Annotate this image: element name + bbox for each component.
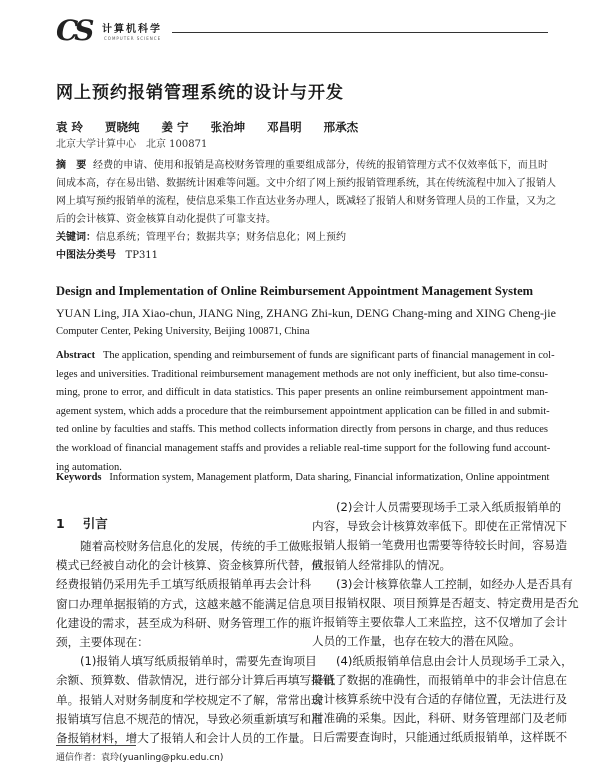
author: 贾晓纯: [105, 120, 140, 134]
author: 邢承杰: [323, 120, 359, 134]
abstract-en-line: ming, prone to error, and difficult in data statistics. This paper presents an online reimbursement appointment man-: [56, 387, 548, 399]
abstract-en-line: the workload of financial management staffs and provides a reliable real-time support for the following fund account-: [56, 442, 551, 454]
paragraph-line: 会计核算系统中没有合适的存储位置，无法进行及: [312, 692, 568, 707]
section-number: 1: [56, 516, 65, 531]
section-title: 引言: [82, 516, 108, 531]
footnote: 通信作者：袁玲(yuanling@pku.edu.cn): [56, 753, 224, 763]
paragraph-line: 模式已经被自动化的会计核算、资金核算所代替，但: [56, 558, 323, 573]
english-affiliation: Computer Center, Peking University, Beijing 100871, China: [56, 326, 310, 337]
paragraph-line: 化建设的需求，甚至成为科研、财务管理工作的瓶: [56, 615, 312, 630]
paragraph-line: (1)报销人填写纸质报销单时，需要先查询项目: [80, 654, 317, 669]
keywords-cn: [56, 229, 548, 247]
section-heading: [56, 514, 108, 532]
abstract-cn-text: 经费的申请、使用和报销是高校财务管理的重要组成部分，传统的报销管理方式不仅效率低下，而且时: [92, 160, 549, 171]
paragraph-line: 窗口办理单据报销的方式，这越来越不能满足信息: [56, 596, 312, 611]
right-column: [312, 498, 579, 767]
paragraph-line: (4)纸质报销单信息由会计人员现场手工录入，: [336, 653, 573, 668]
abstract-cn-line: 网上填写预约报销单的流程，使信息采集工作直达业务办理人，既减轻了报销人和财务管理人员的工作量，又为之: [56, 196, 556, 207]
paragraph-line: 许报销等主要依靠人工来监控，这不仅增加了会计: [312, 615, 568, 630]
journal-name-en: COMPUTER SCIENCE: [104, 36, 162, 41]
author: 袁 玲: [56, 120, 84, 134]
abstract-cn-line: [56, 157, 548, 175]
paragraph-line: 备报销材料，增大了报销人和会计人员的工作量。: [56, 731, 312, 746]
abstract-cn-line: 后的会计核算、资金核算自动化提供了可靠支持。: [56, 214, 276, 225]
paragraph-line: 降低了数据的准确性，而报销单中的非会计信息在: [312, 672, 568, 687]
abstract-en-line: ing automation.: [56, 461, 122, 473]
journal-logo: [56, 14, 168, 48]
abstract-en-line: [56, 347, 555, 366]
paragraph-line: 成报销人经常排队的情况。: [312, 557, 452, 572]
paragraph-line: 经费报销仍采用先手工填写纸质报销单再去会计科: [56, 577, 312, 592]
abstract-en-label: Abstract: [56, 350, 96, 361]
paragraph-line: 报销人报销一笔费用也需要等待较长时间，容易造: [312, 538, 568, 553]
paragraph-line: (3)会计核算依靠人工控制，如经办人是否具有: [336, 576, 573, 591]
paper-title: 网上预约报销管理系统的设计与开发: [56, 83, 344, 103]
author: 张治坤: [210, 120, 246, 134]
keywords-cn-label: 关键词：: [56, 232, 96, 243]
abstract-en-line: agement system, which adds a procedure that the reimbursement appointment application can be filled in and submit-: [56, 405, 550, 417]
paragraph-line: 项目报销权限、项目预算是否超支、特定费用是否允: [312, 596, 579, 611]
paragraph-line: 单。报销人对财务制度和学校规定不了解，常常出现: [56, 692, 323, 707]
paragraph-line: [312, 748, 548, 767]
header-rule: [172, 32, 548, 33]
paragraph-line: 颈，主要体现在：: [56, 635, 149, 650]
left-column: [56, 537, 335, 748]
paragraph-line: 内容，导致会计核算效率低下。即使在正常情况下: [312, 519, 568, 534]
clc-label: 中图法分类号: [56, 250, 116, 261]
journal-name-cn: 计算机科学: [102, 24, 162, 35]
clc-value: TP311: [125, 250, 159, 261]
author: 姜 宁: [161, 120, 189, 134]
paragraph-line: (2)会计人员需要现场手工录入纸质报销单的: [336, 500, 562, 514]
abstract-en-text: The application, spending and reimbursement of funds are significant parts of financial management in col-: [102, 350, 555, 361]
paragraph-line: 时准确的采集。因此，科研、财务管理部门及老师: [312, 711, 568, 726]
logo-initials: CS: [56, 14, 91, 47]
footnote-rule: [56, 745, 136, 746]
paragraph-line: 日后需要查询时，只能通过纸质报销单，这样既不: [312, 730, 568, 745]
english-title: Design and Implementation of Online Reimbursement Appointment Management System: [56, 284, 534, 298]
keywords-cn-text: 信息系统；管理平台；数据共享；财务信息化；网上预约: [96, 232, 346, 243]
abstract-en: [56, 347, 555, 477]
keywords-en-label: Keywords: [56, 472, 102, 483]
abstract-cn-line: 间成本高，存在易出错、数据统计困难等问题。文中介绍了网上预约报销管理系统，其在传统流程中加入了报销人: [56, 178, 556, 189]
keywords-en: [56, 472, 549, 483]
abstract-cn-label: 摘 要: [56, 160, 87, 171]
paragraph-line: 人员的工作量，也存在较大的潜在风险。: [312, 634, 521, 649]
abstract-cn: [56, 157, 556, 265]
abstract-en-line: leges and universities. Traditional reimbursement management methods are not only inefficient, but also time-consu-: [56, 368, 548, 380]
author-list: [56, 119, 376, 135]
paragraph-line: 报销填写信息不规范的情况，导致必须重新填写和准: [56, 711, 323, 726]
paragraph-line: 余额、预算数、借款情况，进行部分计算后再填写报销: [56, 673, 335, 688]
clc-number: [56, 247, 548, 265]
paragraph-line: 随着高校财务信息化的发展，传统的手工做账: [80, 539, 312, 553]
english-authors: YUAN Ling, JIA Xiao-chun, JIANG Ning, ZHANG Zhi-kun, DENG Chang-ming and XING Cheng-jie: [56, 306, 556, 320]
affiliation: 北京大学计算中心 北京 100871: [56, 139, 208, 150]
keywords-en-text: Information system, Management platform, Data sharing, Financial informatization, Online appointment: [109, 472, 550, 483]
abstract-en-line: ted online by faculties and staffs. This method collects information directly from persons in charge, and thus reduces: [56, 424, 548, 436]
author: 邓昌明: [267, 120, 302, 134]
